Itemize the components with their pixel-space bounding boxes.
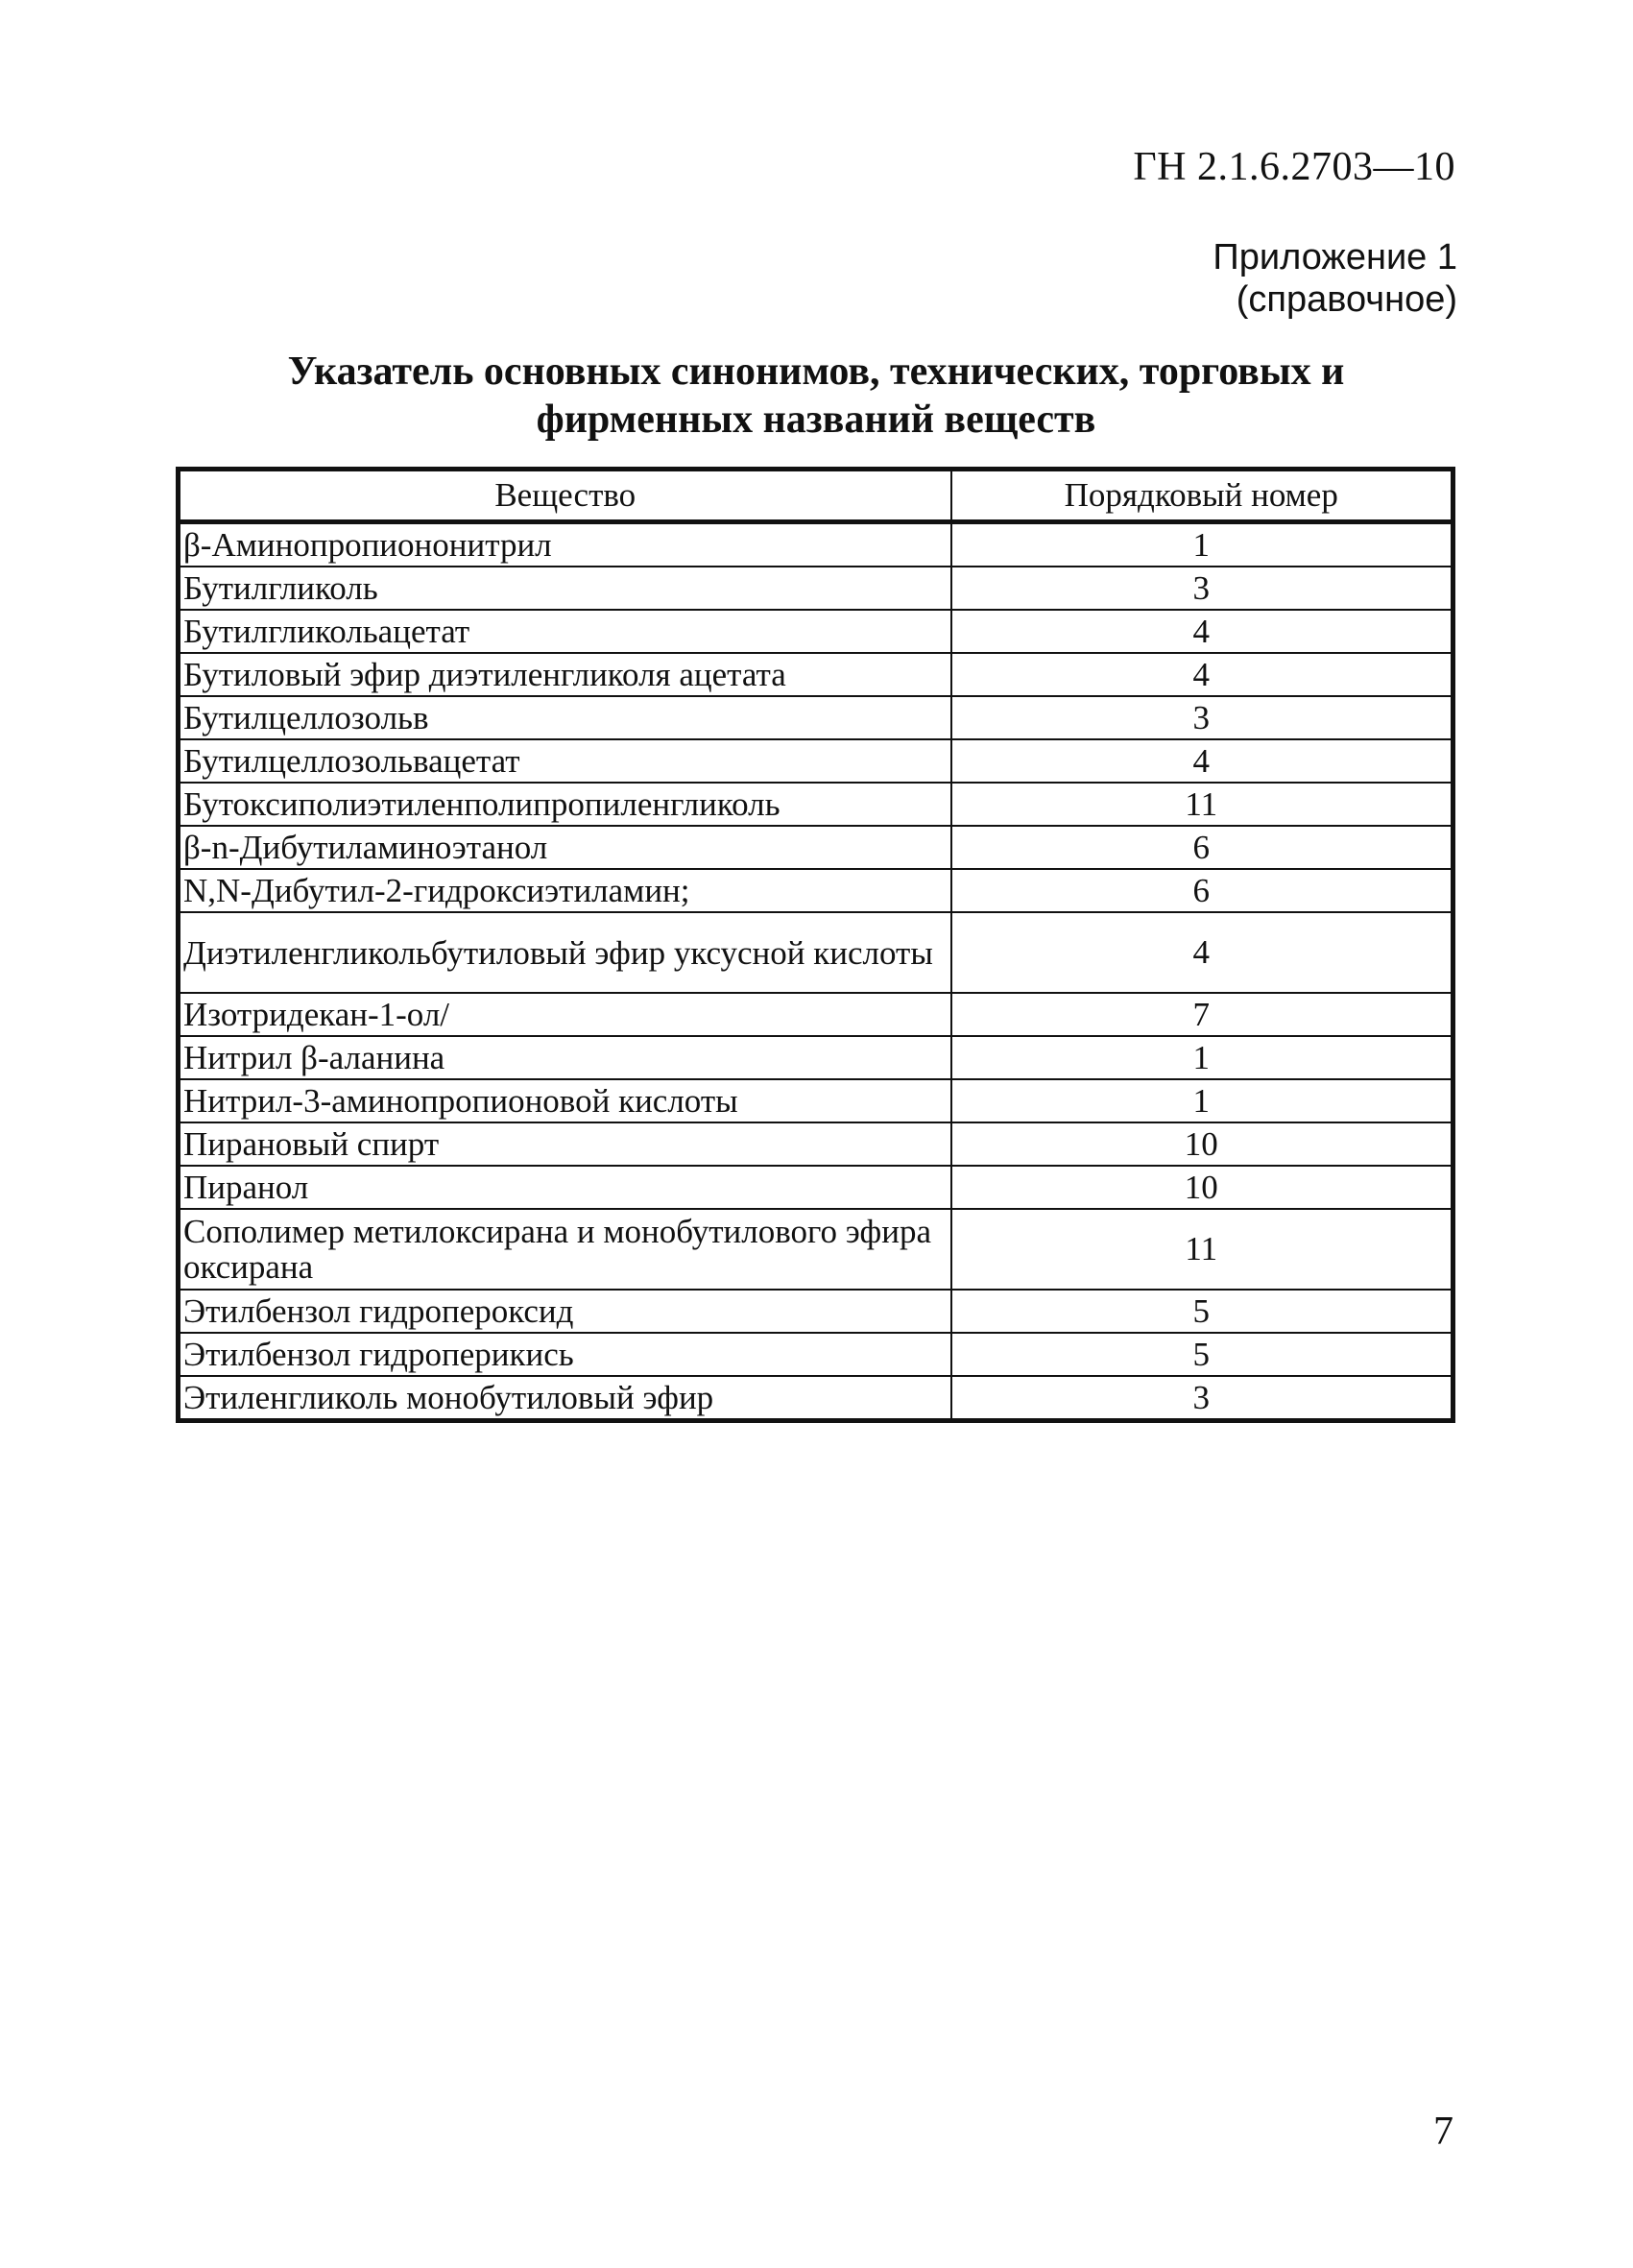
- substance-cell: Бутиловый эфир диэтиленгликоля ацетата: [179, 653, 951, 696]
- table-body: [179, 522, 1453, 1421]
- table-row: [179, 567, 1453, 610]
- page-title-line-1: Указатель основных синонимов, технических, торговых и: [287, 350, 1345, 394]
- column-header-number: Порядковый номер: [951, 470, 1453, 522]
- number-cell: 5: [951, 1290, 1453, 1333]
- substance-cell: Сополимер метилоксирана и монобутилового эфира оксирана: [179, 1209, 951, 1290]
- table-row: [179, 1290, 1453, 1333]
- table-row: [179, 739, 1453, 783]
- appendix-title: Приложение 1: [1213, 237, 1457, 277]
- number-cell: 3: [951, 1376, 1453, 1421]
- substance-cell: Бутилцеллозольв: [179, 696, 951, 739]
- number-cell: 6: [951, 869, 1453, 912]
- synonyms-table-container: [176, 467, 1455, 1423]
- substance-cell: β-n-Дибутиламиноэтанол: [179, 826, 951, 869]
- appendix-label: [1213, 236, 1457, 321]
- page-title-line-2: фирменных названий веществ: [536, 398, 1096, 442]
- number-cell: 11: [951, 1209, 1453, 1290]
- substance-cell: β-Аминопропиононитрил: [179, 522, 951, 567]
- table-row: [179, 1036, 1453, 1079]
- number-cell: 10: [951, 1122, 1453, 1166]
- table-row: [179, 1376, 1453, 1421]
- column-header-substance: Вещество: [179, 470, 951, 522]
- substance-cell: Бутоксиполиэтиленполипропиленгликоль: [179, 783, 951, 826]
- table-row: [179, 993, 1453, 1036]
- page-number: 7: [1433, 2110, 1453, 2154]
- table-row: [179, 653, 1453, 696]
- table-row: [179, 1209, 1453, 1290]
- table-row: [179, 696, 1453, 739]
- substance-cell: Нитрил β-аланина: [179, 1036, 951, 1079]
- number-cell: 6: [951, 826, 1453, 869]
- substance-cell: Этиленгликоль монобутиловый эфир: [179, 1376, 951, 1421]
- table-row: [179, 1079, 1453, 1122]
- substance-cell: Бутилцеллозольвацетат: [179, 739, 951, 783]
- substance-cell: Этилбензол гидроперикись: [179, 1333, 951, 1376]
- number-cell: 4: [951, 653, 1453, 696]
- page-title: [173, 348, 1459, 444]
- number-cell: 11: [951, 783, 1453, 826]
- number-cell: 1: [951, 1036, 1453, 1079]
- number-cell: 5: [951, 1333, 1453, 1376]
- table-row: [179, 912, 1453, 993]
- table-row: [179, 1333, 1453, 1376]
- substance-cell: Диэтиленгликольбутиловый эфир уксусной кислоты: [179, 912, 951, 993]
- number-cell: 7: [951, 993, 1453, 1036]
- number-cell: 1: [951, 1079, 1453, 1122]
- substance-cell: Этилбензол гидропероксид: [179, 1290, 951, 1333]
- table-header-row: [179, 470, 1453, 522]
- table-row: [179, 1166, 1453, 1209]
- substance-cell: Пиранол: [179, 1166, 951, 1209]
- substance-cell: Нитрил-3-аминопропионовой кислоты: [179, 1079, 951, 1122]
- table-row: [179, 1122, 1453, 1166]
- synonyms-table: [176, 467, 1455, 1423]
- table-row: [179, 522, 1453, 567]
- number-cell: 1: [951, 522, 1453, 567]
- appendix-type: (справочное): [1236, 279, 1457, 320]
- substance-cell: Бутилгликольацетат: [179, 610, 951, 653]
- table-row: [179, 826, 1453, 869]
- substance-cell: Пирановый спирт: [179, 1122, 951, 1166]
- table-row: [179, 610, 1453, 653]
- number-cell: 10: [951, 1166, 1453, 1209]
- number-cell: 4: [951, 739, 1453, 783]
- substance-cell: N,N-Дибутил-2-гидроксиэтиламин;: [179, 869, 951, 912]
- number-cell: 3: [951, 696, 1453, 739]
- substance-cell: Изотридекан-1-ол/: [179, 993, 951, 1036]
- substance-cell: Бутилгликоль: [179, 567, 951, 610]
- number-cell: 3: [951, 567, 1453, 610]
- document-code: ГН 2.1.6.2703—10: [1133, 145, 1455, 189]
- table-row: [179, 869, 1453, 912]
- number-cell: 4: [951, 610, 1453, 653]
- table-row: [179, 783, 1453, 826]
- number-cell: 4: [951, 912, 1453, 993]
